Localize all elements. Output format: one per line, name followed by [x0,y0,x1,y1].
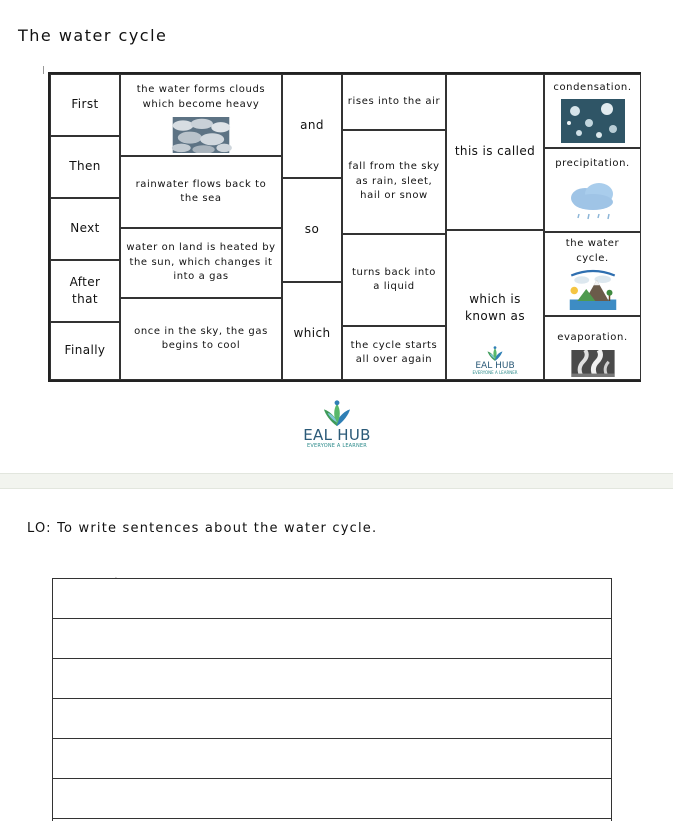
writing-line[interactable] [53,779,611,819]
writing-line[interactable] [53,739,611,779]
sequence-word-finally: Finally [50,322,120,380]
phrase-this-is-called: this is called [446,74,544,230]
term-precipitation: precipitation. [544,148,641,232]
connective-so: so [282,178,342,282]
clause-liquid: turns back into a liquid [342,234,446,326]
clause-falls: fall from the sky as rain, sleet, hail or snow [342,130,446,234]
clause-cool: once in the sky, the gas begins to cool [120,298,282,380]
margin-dot: . [115,573,117,580]
learning-objective: LO: To write sentences about the water cycle. [27,521,378,536]
sequence-word-after-that: After that [50,260,120,322]
page-title: The water cycle [18,26,168,45]
clause-clouds: the water forms clouds which become heavy [120,74,282,156]
clause-rainwater: rainwater flows back to the sea [120,156,282,228]
writing-line[interactable] [53,579,611,619]
connective-and: and [282,74,342,178]
writing-line[interactable] [53,659,611,699]
clouds-photo-icon [168,117,234,153]
term-evaporation: evaporation. [544,316,641,380]
clause-heated: water on land is heated by the sun, which changes it into a gas [120,228,282,298]
sequence-word-next: Next [50,198,120,260]
condensation-droplets-icon [561,99,625,143]
eal-hub-leaf-icon [317,400,357,428]
clause-rises: rises into the air [342,74,446,130]
water-cycle-illustration-icon [558,268,628,313]
writing-line[interactable] [53,699,611,739]
sequence-word-then: Then [50,136,120,198]
page-divider [0,473,673,489]
connective-which: which [282,282,342,380]
clause-starts-again: the cycle starts all over again [342,326,446,380]
margin-tick [43,66,44,74]
sentence-table [48,72,641,382]
term-water-cycle: the water cycle. [544,232,641,316]
sequence-word-first: First [50,74,120,136]
rain-cloud-icon [565,180,621,222]
writing-lines-box [52,578,612,821]
eal-hub-small-logo: EAL HUB EVERYONE A LEARNER [472,346,517,375]
writing-line[interactable] [53,619,611,659]
term-condensation: condensation. [544,74,641,148]
eal-hub-logo: EAL HUB EVERYONE A LEARNER [296,400,378,449]
eal-hub-leaf-icon [484,346,506,362]
steam-evaporation-icon [571,350,615,378]
phrase-which-is-known-as: which is known as EAL HUB EVERYONE A LEARNER [446,230,544,380]
